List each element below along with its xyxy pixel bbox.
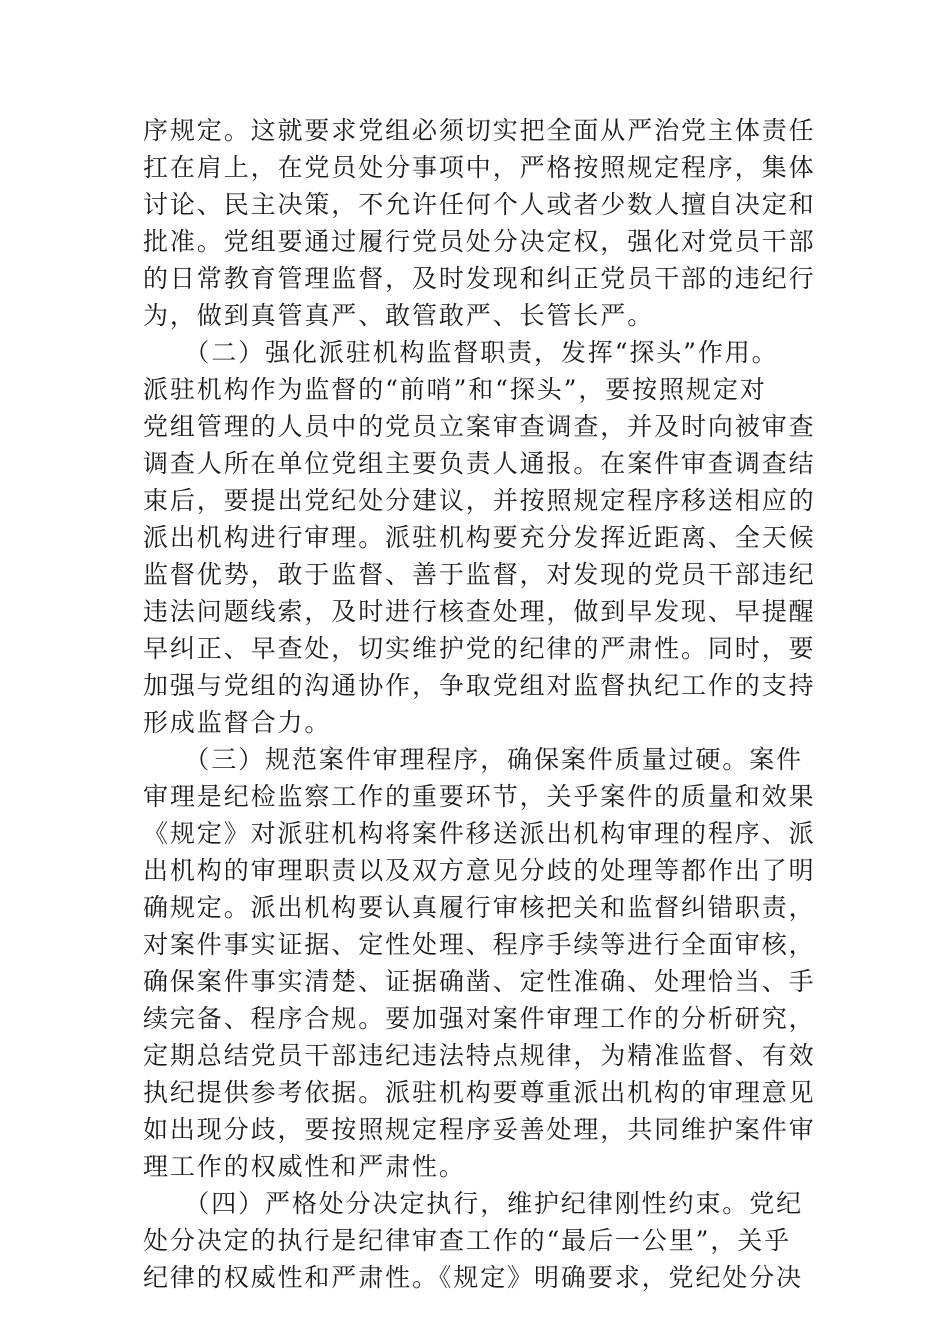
section-heading-4: （四）严格处分决定执行，维护纪律刚性约束。党纪 bbox=[143, 1189, 804, 1218]
text-line: 对案件事实证据、定性处理、程序手续等进行全面审核， bbox=[143, 930, 816, 959]
section-heading-3: （三）规范案件审理程序，确保案件质量过硬。案件 bbox=[143, 745, 804, 774]
text-line: 续完备、程序合规。要加强对案件审理工作的分析研究， bbox=[143, 1004, 816, 1033]
text-line: 理工作的权威性和严肃性。 bbox=[143, 1152, 466, 1181]
text-line: 执纪提供参考依据。派驻机构要尊重派出机构的审理意见 bbox=[143, 1078, 816, 1107]
text-line: 违法问题线索，及时进行核查处理，做到早发现、早提醒 bbox=[143, 597, 816, 626]
text-line: 党组管理的人员中的党员立案审查调查，并及时向被审查 bbox=[143, 412, 816, 441]
body-text bbox=[143, 112, 823, 1296]
text-line: 出机构的审理职责以及双方意见分歧的处理等都作出了明 bbox=[143, 856, 816, 885]
text-line: 定期总结党员干部违纪违法特点规律，为精准监督、有效 bbox=[143, 1041, 816, 1070]
text-line: 讨论、民主决策，不允许任何个人或者少数人擅自决定和 bbox=[143, 190, 816, 219]
text-line: 调查人所在单位党组主要负责人通报。在案件审查调查结 bbox=[143, 449, 816, 478]
text-line: 束后，要提出党纪处分建议，并按照规定程序移送相应的 bbox=[143, 486, 816, 515]
text-line: 形成监督合力。 bbox=[143, 708, 332, 737]
text-line: 早纠正、早查处，切实维护党的纪律的严肃性。同时，要 bbox=[143, 634, 816, 663]
text-line: 《规定》对派驻机构将案件移送派出机构审理的程序、派 bbox=[143, 819, 816, 848]
text-line: 确规定。派出机构要认真履行审核把关和监督纠错职责， bbox=[143, 893, 816, 922]
text-line: 如出现分歧，要按照规定程序妥善处理，共同维护案件审 bbox=[143, 1115, 816, 1144]
text-line: 派出机构进行审理。派驻机构要充分发挥近距离、全天候 bbox=[143, 523, 816, 552]
text-line: 处分决定的执行是纪律审查工作的“最后一公里”，关乎 bbox=[143, 1226, 792, 1255]
text-line: 纪律的权威性和严肃性。《规定》明确要求，党纪处分决 bbox=[143, 1263, 804, 1292]
text-line: 审理是纪检监察工作的重要环节，关乎案件的质量和效果 bbox=[143, 782, 816, 811]
text-line: 为，做到真管真严、敢管敢严、长管长严。 bbox=[143, 301, 655, 330]
text-line: 扛在肩上，在党员处分事项中，严格按照规定程序，集体 bbox=[143, 153, 816, 182]
text-line: 加强与党组的沟通协作，争取党组对监督执纪工作的支持 bbox=[143, 671, 816, 700]
text-line: 确保案件事实清楚、证据确凿、定性准确、处理恰当、手 bbox=[143, 967, 816, 996]
text-line: 批准。党组要通过履行党员处分决定权，强化对党员干部 bbox=[143, 227, 816, 256]
text-line: 的日常教育管理监督，及时发现和纠正党员干部的违纪行 bbox=[143, 264, 816, 293]
text-line: 派驻机构作为监督的“前哨”和“探头”，要按照规定对 bbox=[143, 375, 767, 404]
section-heading-2: （二）强化派驻机构监督职责，发挥“探头”作用。 bbox=[143, 338, 779, 367]
text-line: 监督优势，敢于监督、善于监督，对发现的党员干部违纪 bbox=[143, 560, 816, 589]
text-line: 序规定。这就要求党组必须切实把全面从严治党主体责任 bbox=[143, 116, 816, 145]
